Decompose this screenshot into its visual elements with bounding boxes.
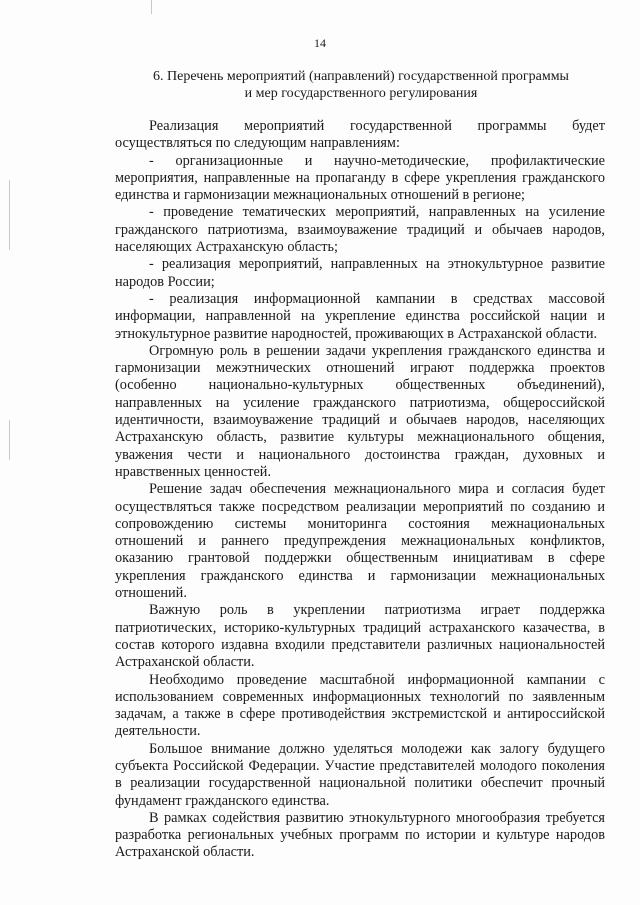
paragraph-intro: Реализация мероприятий государственной программы будет осуществляться по следующим направлениям: <box>115 118 605 152</box>
paragraph-education-programs: В рамках содействия развитию этнокультурного многообразия требуется разработка региональных учебных программ по истории и культуре народов Астраханской области. <box>115 809 605 861</box>
section-heading <box>120 68 602 102</box>
list-item-direction-1: - организационные и научно-методические, профилактические мероприятия, направленные на пропаганду в сфере укрепления гражданского единства и гармонизации межнациональных отношений в регионе; <box>115 152 605 204</box>
paragraph-youth: Большое внимание должно уделяться молодежи как залогу будущего субъекта Российской Федерации. Участие представителей молодого поколения в реализации государственной национальной политики обеспечит прочный фундамент гражданского единства. <box>115 740 605 809</box>
section-heading-line-1: 6. Перечень мероприятий (направлений) государственной программы <box>153 69 569 84</box>
paragraph-information-campaign: Необходимо проведение масштабной информационной кампании с использованием современных информационных технологий по заявленным задачам, а также в сфере противодействия экстремистской и антироссийской деятельности. <box>115 671 605 740</box>
document-body <box>115 118 605 862</box>
paragraph-monitoring: Решение задач обеспечения межнационального мира и согласия будет осуществляться также посредством реализации мероприятий по созданию и сопровождению системы мониторинга состояния межнациональных отношений и раннего предупреждения межнациональных конфликтов, оказанию грантовой поддержки общественным инициативам в сфере укрепления гражданского единства и гармонизации межнациональных отношений. <box>115 481 605 602</box>
paragraph-projects-support: Огромную роль в решении задачи укрепления гражданского единства и гармонизации межэтнических отношений играют поддержка проектов (особенно национально-культурных общественных объединений), направленных на усиление гражданского патриотизма, общероссийской идентичности, взаимоуважение традиций и обычаев народов, населяющих Астраханскую область, развитие культуры межнационального общения, уважения чести и национального достоинства граждан, духовных и нравственных ценностей. <box>115 342 605 480</box>
scan-margin-mark <box>9 420 10 460</box>
list-item-direction-2: - проведение тематических мероприятий, направленных на усиление гражданского патриотизма, взаимоуважение традиций и обычаев народов, населяющих Астраханскую область; <box>115 204 605 256</box>
scan-margin-mark <box>151 0 152 14</box>
scan-margin-mark <box>9 180 10 250</box>
section-heading-line-2: и мер государственного регулирования <box>244 86 478 101</box>
list-item-direction-4: - реализация информационной кампании в средствах массовой информации, направленной на укрепление единства российской нации и этнокультурное развитие народностей, проживающих в Астраханской области. <box>115 290 605 342</box>
page-number: 14 <box>314 36 326 50</box>
list-item-direction-3: - реализация мероприятий, направленных на этнокультурное развитие народов России; <box>115 256 605 290</box>
paragraph-cossacks: Важную роль в укреплении патриотизма играет поддержка патриотических, историко-культурных традиций астраханского казачества, в состав которого издавна входили представители различных национальностей Астраханской области. <box>115 602 605 671</box>
